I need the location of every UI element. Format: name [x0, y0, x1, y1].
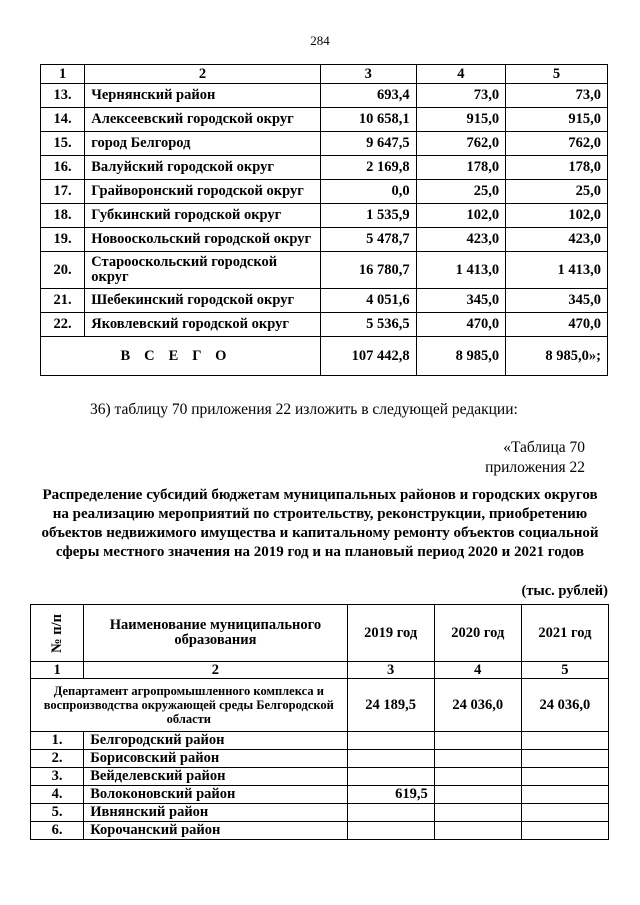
value-2020 — [434, 786, 521, 804]
table-header-row — [31, 605, 609, 662]
value-2019 — [347, 732, 434, 750]
table-row — [31, 768, 609, 786]
department-2019: 24 189,5 — [347, 679, 434, 732]
value-col4: 178,0 — [416, 156, 506, 180]
row-number: 20. — [41, 252, 85, 289]
table-reference — [485, 438, 585, 478]
table-header-row — [41, 65, 608, 84]
value-col4: 73,0 — [416, 84, 506, 108]
col-number-4: 4 — [416, 65, 506, 84]
col-number-5: 5 — [506, 65, 608, 84]
table-title-line3: объектов недвижимого имущества и капитальному ремонту объектов социальной — [41, 525, 599, 541]
municipality-name: Алексеевский городской округ — [85, 108, 321, 132]
table-row — [31, 786, 609, 804]
municipality-name: Старооскольский городской округ — [85, 252, 321, 289]
row-number: 16. — [41, 156, 85, 180]
value-2019 — [347, 750, 434, 768]
municipality-name: город Белгород — [85, 132, 321, 156]
value-col3: 9 647,5 — [320, 132, 416, 156]
total-col4: 8 985,0 — [416, 337, 506, 376]
value-2021 — [521, 768, 608, 786]
municipality-name: Новооскольский городской округ — [85, 228, 321, 252]
row-number: 18. — [41, 204, 85, 228]
row-number: 13. — [41, 84, 85, 108]
value-2020 — [434, 732, 521, 750]
value-2021 — [521, 750, 608, 768]
value-col4: 25,0 — [416, 180, 506, 204]
value-col4: 345,0 — [416, 289, 506, 313]
row-number: 6. — [31, 822, 84, 840]
municipality-name: Грайворонский городской округ — [85, 180, 321, 204]
value-2021 — [521, 822, 608, 840]
department-2020: 24 036,0 — [434, 679, 521, 732]
value-2020 — [434, 750, 521, 768]
table-row — [41, 228, 608, 252]
department-row — [31, 679, 609, 732]
value-col3: 2 169,8 — [320, 156, 416, 180]
department-2021: 24 036,0 — [521, 679, 608, 732]
subsidy-table-continued — [40, 64, 608, 376]
table-row — [41, 313, 608, 337]
col-number-1: 1 — [41, 65, 85, 84]
value-2021 — [521, 804, 608, 822]
row-number: 17. — [41, 180, 85, 204]
page-number: 284 — [310, 33, 330, 48]
municipality-name: Чернянский район — [85, 84, 321, 108]
value-col4: 102,0 — [416, 204, 506, 228]
total-col3: 107 442,8 — [320, 337, 416, 376]
table-row — [31, 822, 609, 840]
value-col4: 915,0 — [416, 108, 506, 132]
value-col5: 762,0 — [506, 132, 608, 156]
value-col3: 1 535,9 — [320, 204, 416, 228]
municipality-name: Губкинский городской округ — [85, 204, 321, 228]
municipality-name: Борисовский район — [84, 750, 347, 768]
municipality-name: Вейделевский район — [84, 768, 347, 786]
value-2019 — [347, 804, 434, 822]
table-row — [41, 156, 608, 180]
municipality-name: Яковлевский городской округ — [85, 313, 321, 337]
row-number: 4. — [31, 786, 84, 804]
municipality-name: Волоконовский район — [84, 786, 347, 804]
value-col5: 1 413,0 — [506, 252, 608, 289]
header-municipality-name: Наименование муниципального образования — [84, 605, 347, 662]
municipality-name: Шебекинский городской округ — [85, 289, 321, 313]
value-2020 — [434, 768, 521, 786]
column-numbers-row — [31, 662, 609, 679]
value-col5: 25,0 — [506, 180, 608, 204]
municipality-name: Корочанский район — [84, 822, 347, 840]
col-number-3: 3 — [320, 65, 416, 84]
table-row — [41, 132, 608, 156]
row-number: 15. — [41, 132, 85, 156]
municipality-name: Белгородский район — [84, 732, 347, 750]
value-2020 — [434, 822, 521, 840]
table-row — [41, 108, 608, 132]
value-2019: 619,5 — [347, 786, 434, 804]
value-col5: 423,0 — [506, 228, 608, 252]
header-row-number — [31, 605, 84, 662]
value-col5: 915,0 — [506, 108, 608, 132]
row-number: 14. — [41, 108, 85, 132]
table-row — [31, 750, 609, 768]
value-col5: 345,0 — [506, 289, 608, 313]
value-col3: 5 478,7 — [320, 228, 416, 252]
value-col3: 5 536,5 — [320, 313, 416, 337]
table-row — [41, 180, 608, 204]
table-title — [30, 486, 610, 562]
col-number-3: 3 — [347, 662, 434, 679]
value-col3: 10 658,1 — [320, 108, 416, 132]
col-number-1: 1 — [31, 662, 84, 679]
value-col3: 4 051,6 — [320, 289, 416, 313]
value-2020 — [434, 804, 521, 822]
municipality-name: Валуйский городской округ — [85, 156, 321, 180]
table-title-line2: на реализацию мероприятий по строительству, реконструкции, приобретению — [52, 506, 588, 522]
table-reference-line2: приложения 22 — [485, 459, 585, 476]
table-row — [41, 84, 608, 108]
total-label: ВСЕГО — [41, 337, 321, 376]
value-2021 — [521, 732, 608, 750]
row-number: 1. — [31, 732, 84, 750]
row-number: 22. — [41, 313, 85, 337]
row-number: 19. — [41, 228, 85, 252]
value-col4: 762,0 — [416, 132, 506, 156]
table-reference-line1: «Таблица 70 — [503, 439, 585, 456]
total-col5: 8 985,0»; — [506, 337, 608, 376]
value-col5: 178,0 — [506, 156, 608, 180]
col-number-5: 5 — [521, 662, 608, 679]
value-col4: 423,0 — [416, 228, 506, 252]
subsidy-distribution-table — [30, 604, 609, 840]
row-number: 2. — [31, 750, 84, 768]
header-row-number-label: № п/п — [48, 613, 65, 653]
header-year-2021: 2021 год — [521, 605, 608, 662]
table-row — [31, 804, 609, 822]
col-number-2: 2 — [84, 662, 347, 679]
value-col5: 470,0 — [506, 313, 608, 337]
value-col3: 0,0 — [320, 180, 416, 204]
value-2019 — [347, 768, 434, 786]
value-2021 — [521, 786, 608, 804]
value-col5: 102,0 — [506, 204, 608, 228]
col-number-2: 2 — [85, 65, 321, 84]
units-label: (тыс. рублей) — [521, 583, 608, 599]
value-col3: 16 780,7 — [320, 252, 416, 289]
table-row — [31, 732, 609, 750]
municipality-name: Ивнянский район — [84, 804, 347, 822]
header-year-2019: 2019 год — [347, 605, 434, 662]
table-row — [41, 252, 608, 289]
value-col5: 73,0 — [506, 84, 608, 108]
row-number: 21. — [41, 289, 85, 313]
value-col4: 470,0 — [416, 313, 506, 337]
table-row — [41, 289, 608, 313]
row-number: 3. — [31, 768, 84, 786]
value-2019 — [347, 822, 434, 840]
table-title-line1: Распределение субсидий бюджетам муниципальных районов и городских округов — [42, 487, 598, 503]
table-row — [41, 204, 608, 228]
col-number-4: 4 — [434, 662, 521, 679]
value-col3: 693,4 — [320, 84, 416, 108]
row-number: 5. — [31, 804, 84, 822]
amendment-paragraph: 36) таблицу 70 приложения 22 изложить в следующей редакции: — [90, 401, 518, 418]
header-year-2020: 2020 год — [434, 605, 521, 662]
total-row — [41, 337, 608, 376]
table-title-line4: сферы местного значения на 2019 год и на плановый период 2020 и 2021 годов — [55, 544, 585, 560]
value-col4: 1 413,0 — [416, 252, 506, 289]
department-name: Департамент агропромышленного комплекса и воспроизводства окружающей среды Белгородской области — [31, 679, 348, 732]
